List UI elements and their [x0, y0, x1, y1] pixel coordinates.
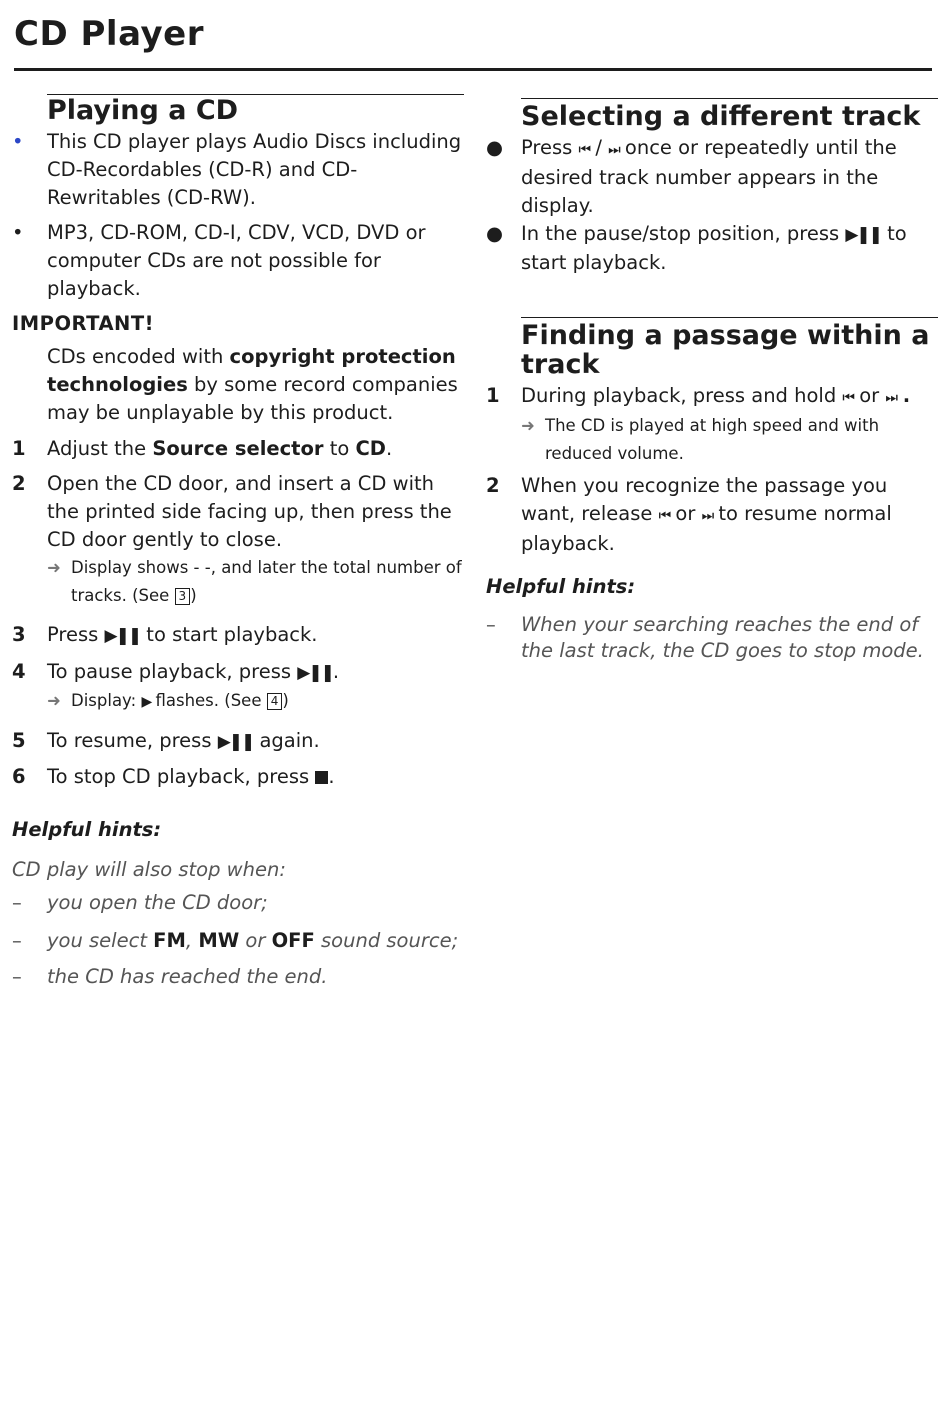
section-heading-playing: Playing a CD: [47, 94, 464, 125]
figure-ref: 4: [267, 693, 283, 710]
skip-next-icon: ⏭: [608, 142, 619, 158]
hints-heading: Helpful hints:: [486, 575, 636, 598]
skip-previous-icon: ⏮: [842, 390, 854, 406]
result-arrow-icon: ➜: [47, 558, 61, 577]
bullet-item: ● Press ⏮ / ⏭ once or repeatedly until the desired track number appears in the display.: [486, 136, 897, 217]
skip-previous-icon: ⏮: [658, 508, 670, 524]
step-number: 1: [486, 384, 500, 407]
bullet-marker: •: [12, 221, 24, 244]
step-number: 3: [12, 623, 26, 646]
bullet-item: ● In the pause/stop position, press ▶❚❚ to start playback.: [486, 222, 907, 274]
result-arrow-icon: ➜: [47, 691, 61, 710]
step-item: 2 Open the CD door, and insert a CD with the printed side facing up, then press the CD door gently to close.: [12, 472, 452, 551]
play-pause-icon: ▶❚❚: [217, 732, 254, 752]
step-item: 5 To resume, press ▶❚❚ again.: [12, 727, 464, 756]
bullet-marker: •: [12, 130, 24, 153]
hint-item: – the CD has reached the end.: [12, 965, 328, 988]
play-pause-icon: ▶❚❚: [104, 626, 141, 646]
step-number: 6: [12, 765, 26, 788]
section-heading-finding: Finding a passage within a track: [521, 317, 938, 379]
result-arrow-icon: ➜: [521, 416, 535, 435]
important-text: CDs encoded with copyright protection technologies by some record companies may be unplayable by this product.: [47, 345, 458, 424]
bullet-item: [12, 219, 464, 303]
step-result: ➜ Display shows - -, and later the total number of tracks. (See 3 ): [47, 554, 464, 610]
step-item: 4 To pause playback, press ▶❚❚.: [12, 658, 464, 687]
bullet-text: This CD player plays Audio Discs including CD-Recordables (CD-R) and CD-Rewritables (CD-RW).: [47, 130, 462, 209]
step-number: 1: [12, 437, 26, 460]
step-result: ➜ The CD is played at high speed and with reduced volume.: [521, 412, 938, 468]
hint-item: – you open the CD door;: [12, 891, 268, 914]
step-number: 5: [12, 729, 26, 752]
play-pause-icon: ▶❚❚: [845, 225, 881, 245]
step-number: 4: [12, 660, 26, 683]
dash-marker: –: [12, 891, 22, 914]
bullet-marker: ●: [486, 136, 504, 159]
bullet-marker: ●: [486, 222, 504, 245]
step-item: 1 Adjust the Source selector to CD.: [12, 435, 464, 463]
hint-item: – When your searching reaches the end of the last track, the CD goes to stop mode.: [486, 613, 924, 662]
hint-intro: CD play will also stop when:: [12, 858, 286, 881]
right-column: [486, 94, 938, 664]
step-item: 1 During playback, press and hold ⏮ or ⏭ .: [486, 382, 938, 412]
dash-marker: –: [12, 965, 22, 988]
hint-item: – you select FM, MW or OFF sound source;: [12, 929, 459, 952]
page-title: CD Player: [14, 14, 204, 54]
step-item: 3 Press ▶❚❚ to start playback.: [12, 621, 464, 650]
dash-marker: –: [486, 613, 496, 636]
section-heading-selecting: Selecting a different track: [521, 98, 938, 131]
important-label: IMPORTANT!: [12, 312, 155, 335]
step-result: ➜ Display: ▶ flashes. (See 4 ): [47, 687, 464, 716]
dash-marker: –: [12, 929, 22, 952]
play-pause-icon: ▶❚❚: [297, 663, 333, 683]
skip-next-icon: ⏭: [885, 390, 896, 406]
bullet-item: [12, 128, 464, 212]
stop-icon: [315, 771, 328, 784]
left-column: [12, 94, 464, 990]
skip-next-icon: ⏭: [701, 508, 713, 524]
hints-heading: Helpful hints:: [12, 818, 162, 841]
play-icon: ▶: [141, 694, 151, 710]
title-rule: [14, 68, 932, 71]
step-item: 2 When you recognize the passage you want, release ⏮ or ⏭ to resume normal playback.: [486, 474, 892, 555]
step-item: 6 To stop CD playback, press .: [12, 763, 464, 791]
figure-ref: 3: [175, 588, 191, 605]
step-number: 2: [12, 472, 26, 495]
skip-previous-icon: ⏮: [578, 142, 590, 158]
bullet-text: MP3, CD-ROM, CD-I, CDV, VCD, DVD or computer CDs are not possible for playback.: [47, 221, 426, 300]
step-number: 2: [486, 474, 500, 497]
